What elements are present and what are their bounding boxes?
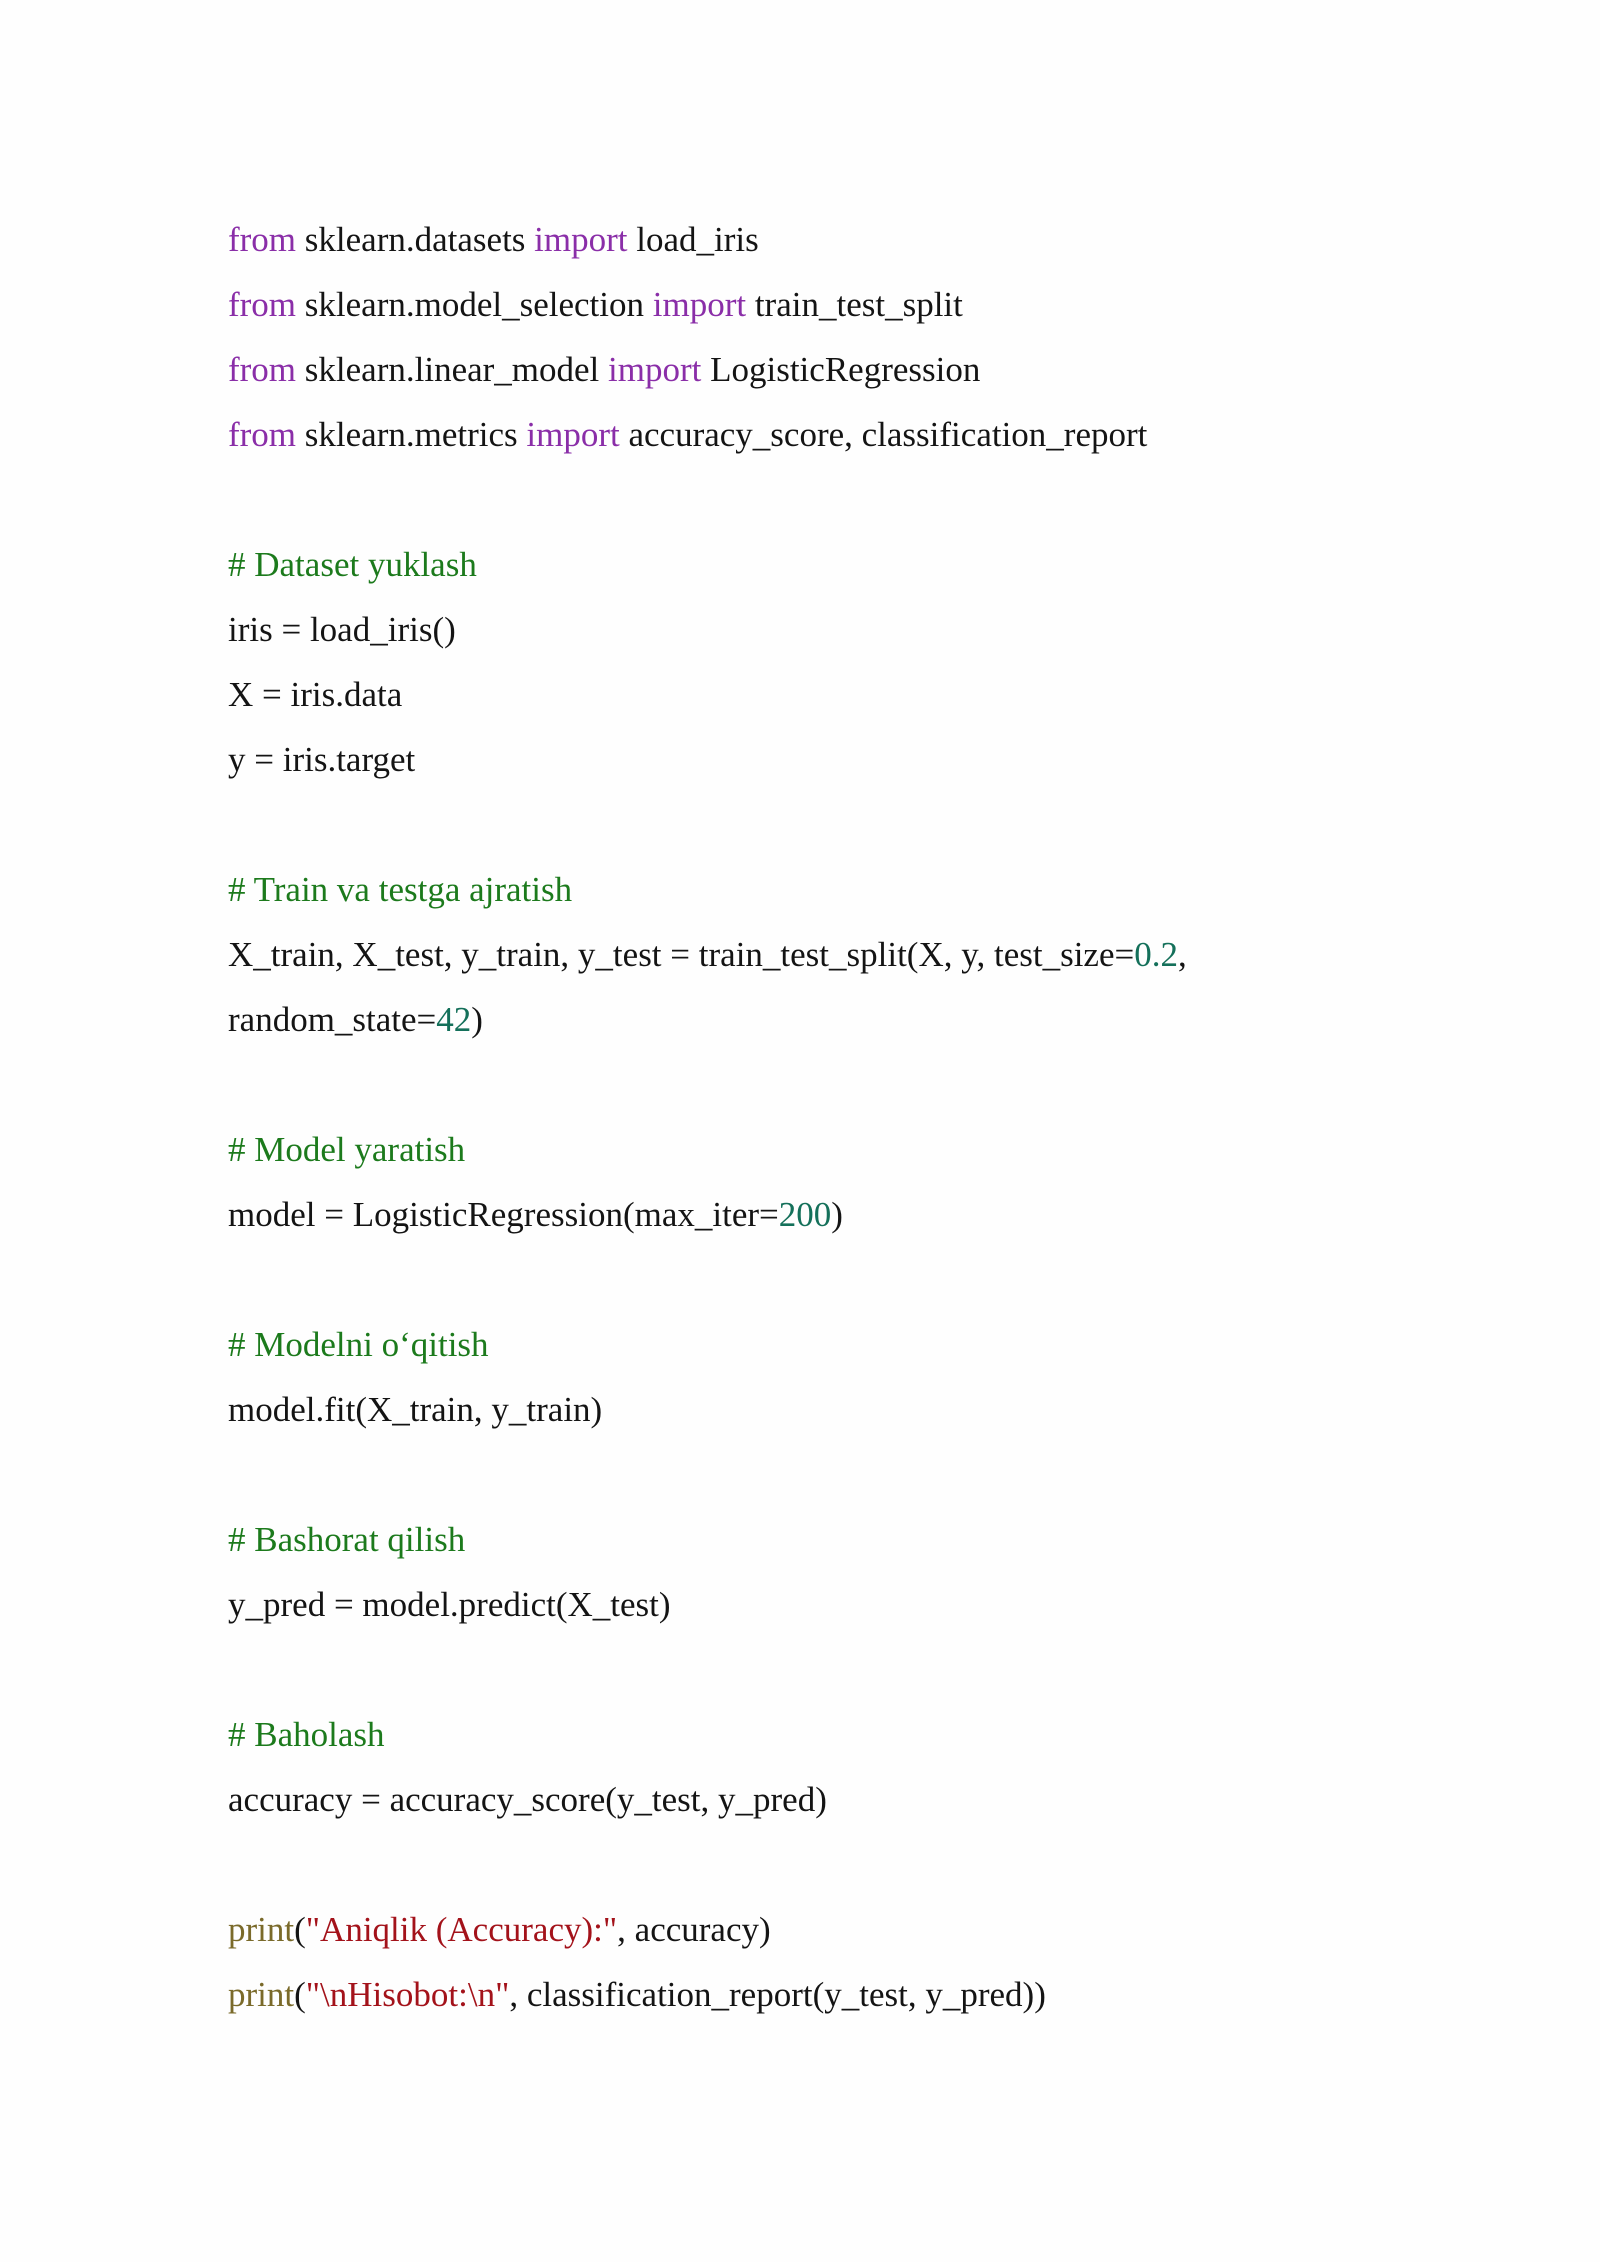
blank-line bbox=[228, 1839, 1528, 1904]
blank-line bbox=[228, 799, 1528, 864]
code-line-split-2 bbox=[228, 994, 1528, 1059]
code-line-split-1 bbox=[228, 929, 1528, 994]
comment-predict: # Bashorat qilish bbox=[228, 1520, 466, 1559]
code-line-predict: y_pred = model.predict(X_test) bbox=[228, 1585, 671, 1624]
comment-split: # Train va testga ajratish bbox=[228, 870, 573, 909]
code-text: X_train, X_test, y_train, y_test = train_test_split(X, y, test_size= bbox=[228, 935, 1135, 974]
code-text: ) bbox=[471, 1000, 483, 1039]
blank-line bbox=[228, 1449, 1528, 1514]
number-literal: 200 bbox=[778, 1195, 832, 1234]
code-text: model = LogisticRegression(max_iter= bbox=[228, 1195, 779, 1234]
code-text: , classification_report(y_test, y_pred)) bbox=[509, 1975, 1046, 2014]
number-literal: 42 bbox=[436, 1000, 472, 1039]
imported-name: load_iris bbox=[627, 220, 759, 259]
code-text: ( bbox=[294, 1975, 306, 2014]
code-text: , accuracy) bbox=[617, 1910, 771, 1949]
keyword-from: from bbox=[228, 285, 297, 324]
builtin-print: print bbox=[228, 1910, 295, 1949]
comment-model: # Model yaratish bbox=[228, 1130, 466, 1169]
string-literal: "Aniqlik (Accuracy):" bbox=[305, 1910, 618, 1949]
keyword-from: from bbox=[228, 415, 297, 454]
code-block bbox=[228, 214, 1528, 2034]
code-text: ) bbox=[831, 1195, 843, 1234]
keyword-from: from bbox=[228, 220, 297, 259]
imported-name: train_test_split bbox=[746, 285, 963, 324]
imported-name: accuracy_score, classification_report bbox=[619, 415, 1148, 454]
comment-eval: # Baholash bbox=[228, 1715, 385, 1754]
code-text: random_state= bbox=[228, 1000, 437, 1039]
keyword-import: import bbox=[608, 350, 702, 389]
import-line bbox=[228, 344, 1528, 409]
code-text: , bbox=[1177, 935, 1187, 974]
builtin-print: print bbox=[228, 1975, 295, 2014]
keyword-from: from bbox=[228, 350, 297, 389]
code-line-fit: model.fit(X_train, y_train) bbox=[228, 1390, 603, 1429]
module-name: sklearn.datasets bbox=[296, 220, 535, 259]
imported-name: LogisticRegression bbox=[701, 350, 981, 389]
comment-train: # Modelni o‘qitish bbox=[228, 1325, 489, 1364]
string-literal: "\nHisobot:\n" bbox=[305, 1975, 510, 2014]
code-line-y: y = iris.target bbox=[228, 740, 416, 779]
code-line-print-report bbox=[228, 1969, 1528, 2034]
code-line-accuracy: accuracy = accuracy_score(y_test, y_pred) bbox=[228, 1780, 827, 1819]
module-name: sklearn.model_selection bbox=[296, 285, 653, 324]
keyword-import: import bbox=[534, 220, 628, 259]
import-line bbox=[228, 279, 1528, 344]
keyword-import: import bbox=[652, 285, 747, 324]
blank-line bbox=[228, 1059, 1528, 1124]
import-line bbox=[228, 409, 1528, 474]
blank-line bbox=[228, 1644, 1528, 1709]
number-literal: 0.2 bbox=[1134, 935, 1178, 974]
blank-line bbox=[228, 474, 1528, 539]
comment-dataset: # Dataset yuklash bbox=[228, 545, 477, 584]
code-line-print-accuracy bbox=[228, 1904, 1528, 1969]
blank-line bbox=[228, 1254, 1528, 1319]
module-name: sklearn.linear_model bbox=[296, 350, 609, 389]
import-line bbox=[228, 214, 1528, 279]
module-name: sklearn.metrics bbox=[296, 415, 527, 454]
code-line-x: X = iris.data bbox=[228, 675, 403, 714]
code-line-iris: iris = load_iris() bbox=[228, 610, 456, 649]
code-text: ( bbox=[294, 1910, 306, 1949]
code-line-model bbox=[228, 1189, 1528, 1254]
keyword-import: import bbox=[526, 415, 620, 454]
